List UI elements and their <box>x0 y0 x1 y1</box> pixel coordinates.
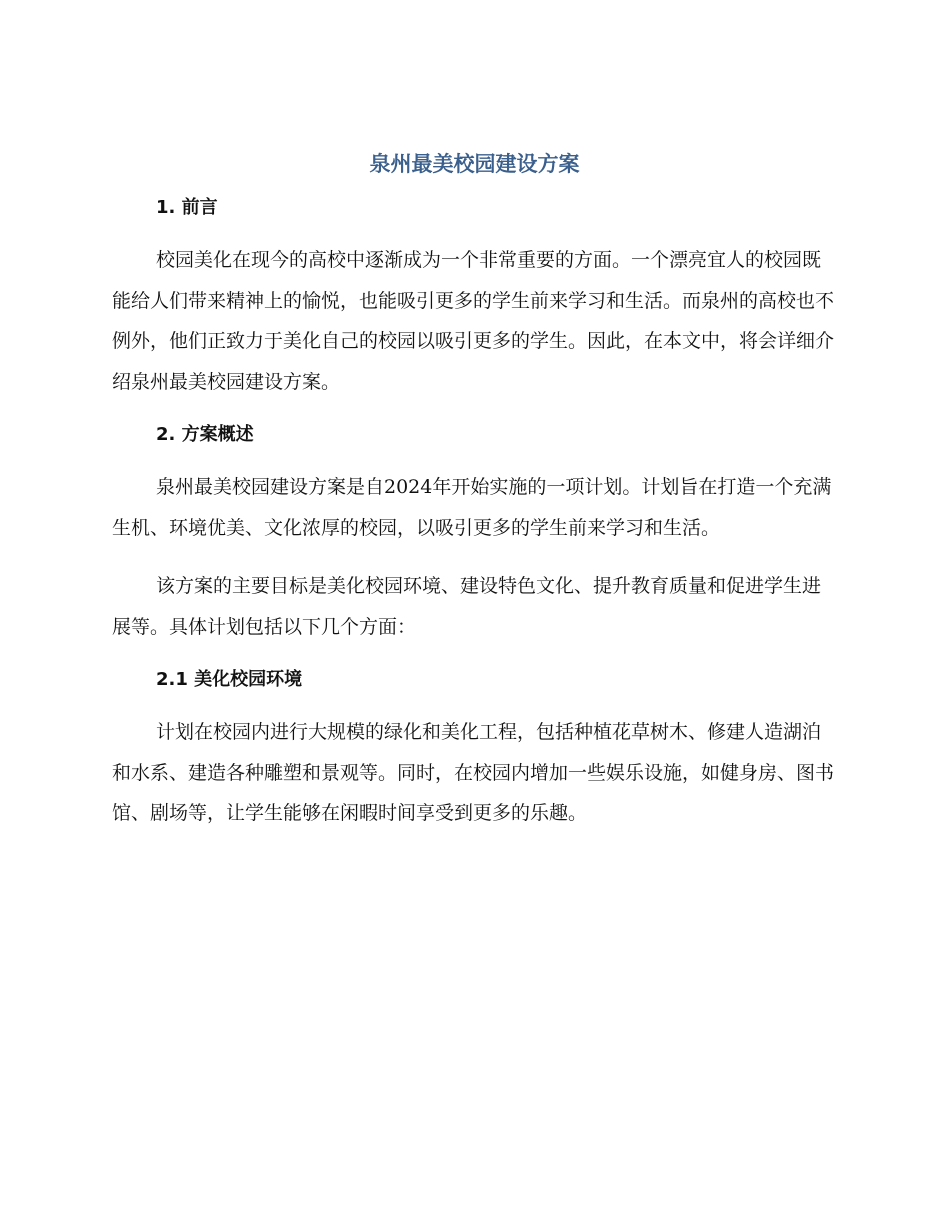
environment-paragraph: 计划在校园内进行大规模的绿化和美化工程，包括种植花草树木、修建人造湖泊和水系、建造各种雕塑和景观等。同时，在校园内增加一些娱乐设施，如健身房、图书馆、剧场等，让学生能够在闲暇时间享受到更多的乐趣。 <box>112 721 835 824</box>
overview-paragraph-2: 该方案的主要目标是美化校园环境、建设特色文化、提升教育质量和促进学生进展等。具体计划包括以下几个方面： <box>112 575 822 638</box>
document-page <box>112 148 837 852</box>
section-heading-preface: 1. 前言 <box>156 197 218 218</box>
preface-paragraph: 校园美化在现今的高校中逐渐成为一个非常重要的方面。一个漂亮宜人的校园既能给人们带来精神上的愉悦，也能吸引更多的学生前来学习和生活。而泉州的高校也不例外，他们正致力于美化自己的校园以吸引更多的学生。因此，在本文中，将会详细介绍泉州最美校园建设方案。 <box>112 249 835 393</box>
overview-paragraph-1: 泉州最美校园建设方案是自2024年开始实施的一项计划。计划旨在打造一个充满生机、环境优美、文化浓厚的校园，以吸引更多的学生前来学习和生活。 <box>112 476 832 539</box>
document-title: 泉州最美校园建设方案 <box>369 152 580 176</box>
section-heading-environment: 2.1 美化校园环境 <box>156 669 303 690</box>
section-heading-overview: 2. 方案概述 <box>156 424 254 445</box>
